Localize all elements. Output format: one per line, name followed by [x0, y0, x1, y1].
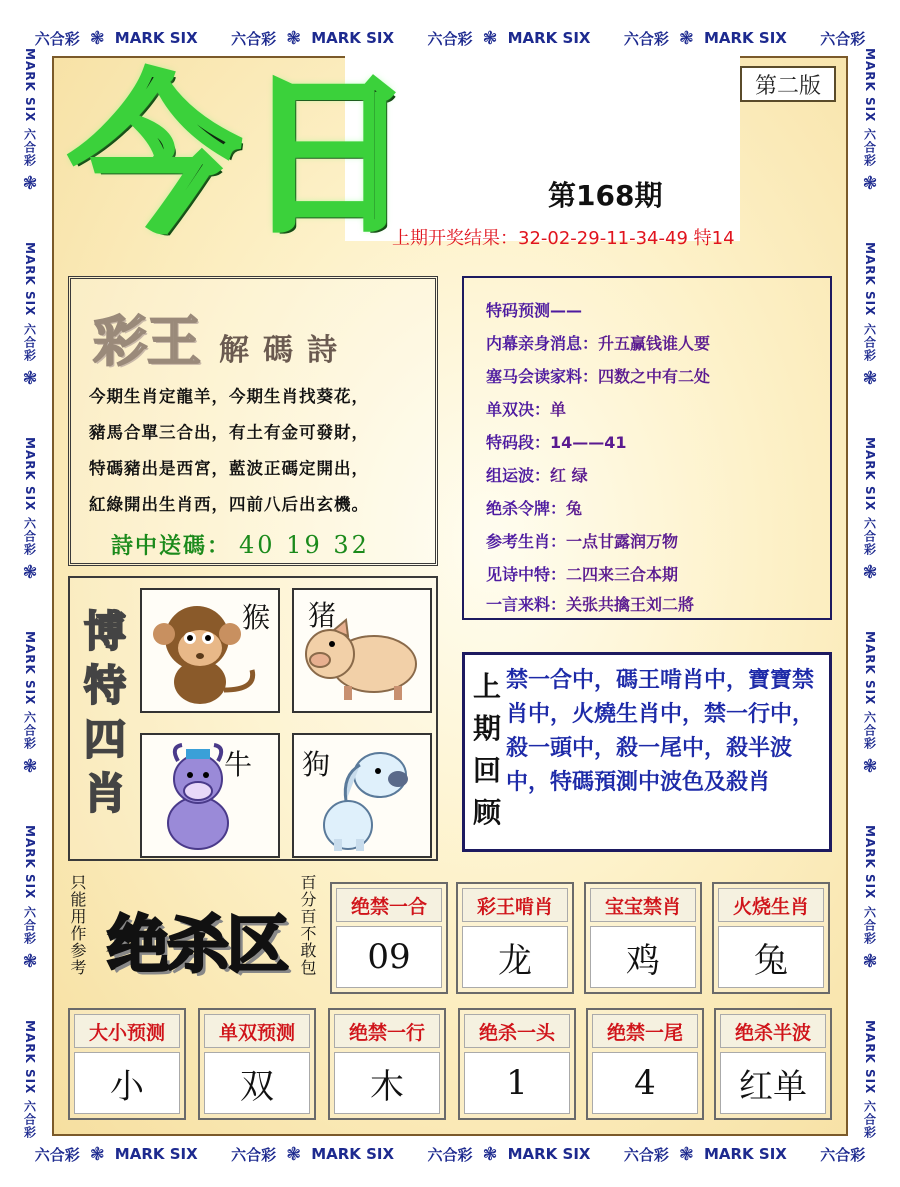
brand-cn: 六合彩	[862, 711, 877, 751]
zodiac-cell-dog	[292, 733, 432, 858]
flower-icon: ❃	[862, 561, 878, 583]
brand-cn: 六合彩	[623, 1145, 669, 1164]
kill-cell: 单双预测 双	[198, 1008, 316, 1120]
right-border-strip	[854, 24, 886, 1163]
brand-en: MARK SIX	[23, 436, 37, 511]
flower-icon: ❃	[862, 756, 878, 778]
forecast-row: 见诗中特：二四来三合本期	[486, 565, 679, 584]
kill-cell: 绝杀一头 1	[458, 1008, 576, 1120]
zodiac-cell-pig	[292, 588, 432, 713]
brand-en: MARK SIX	[23, 825, 37, 900]
flower-icon: ❃	[482, 27, 498, 49]
zodiac-name: 猪	[308, 599, 337, 632]
poem-heading-sub: 解碼詩	[219, 333, 351, 368]
four-zodiac-label: 博 特 四 肖	[84, 607, 127, 818]
brand-cn: 六合彩	[862, 516, 877, 556]
zodiac-cell-ox	[140, 733, 280, 858]
poem-heading	[93, 299, 351, 376]
zodiac-cell-monkey	[140, 588, 280, 713]
flower-icon: ❃	[22, 561, 38, 583]
brand-en: MARK SIX	[114, 29, 198, 47]
brand-cn: 六合彩	[34, 1145, 80, 1164]
brand-en: MARK SIX	[23, 630, 37, 706]
kill-cell: 彩王啃肖 龙	[456, 882, 574, 994]
brand-cn: 六合彩	[427, 1145, 473, 1164]
bottom-border-strip	[18, 1140, 882, 1168]
brand-cn: 六合彩	[22, 905, 37, 945]
brand-cn: 六合彩	[862, 322, 877, 362]
brand-en: MARK SIX	[863, 436, 877, 511]
forecast-row: 特码预测——	[486, 301, 583, 320]
ox-icon	[142, 735, 278, 856]
poem-gift-numbers	[111, 529, 370, 560]
brand-en: MARK SIX	[863, 825, 877, 900]
flower-icon: ❃	[286, 1143, 302, 1165]
poem-line: 紅綠開出生肖西，四前八后出玄機。	[89, 495, 369, 514]
flower-icon: ❃	[678, 27, 694, 49]
kill-cell: 宝宝禁肖 鸡	[584, 882, 702, 994]
brand-cn: 六合彩	[862, 128, 877, 168]
brand-en: MARK SIX	[23, 1019, 37, 1094]
flower-icon: ❃	[22, 367, 38, 389]
brand-en: MARK SIX	[23, 48, 37, 123]
poem-line: 豬馬合單三合出，有土有金可發財，	[89, 423, 369, 442]
flower-icon: ❃	[89, 1143, 105, 1165]
issue-number: 第168期	[548, 179, 663, 212]
flower-icon: ❃	[862, 950, 878, 972]
forecast-row: 组运波：红 绿	[486, 466, 588, 485]
brand-en: MARK SIX	[863, 48, 877, 123]
title-char: 日	[244, 56, 415, 256]
poem-box	[68, 276, 438, 566]
brand-en: MARK SIX	[507, 1145, 591, 1163]
flower-icon: ❃	[22, 950, 38, 972]
brand-cn: 六合彩	[862, 905, 877, 945]
poem-heading-main: 彩王	[93, 309, 201, 373]
poem-gift-values: 40 19 32	[239, 531, 370, 559]
brand-en: MARK SIX	[703, 1145, 787, 1163]
forecast-row: 单双决：单	[486, 400, 567, 419]
brand-en: MARK SIX	[311, 29, 395, 47]
forecast-row: 参考生肖：一点甘露润万物	[486, 532, 679, 551]
flower-icon: ❃	[89, 27, 105, 49]
brand-cn: 六合彩	[22, 516, 37, 556]
kill-cell: 绝禁一行 木	[328, 1008, 446, 1120]
brand-cn: 六合彩	[22, 711, 37, 751]
poem-gift-label: 詩中送碼：	[111, 534, 232, 559]
edition-badge: 第二版	[740, 66, 836, 102]
brand-cn: 六合彩	[427, 29, 473, 48]
recap-text: 禁一合中，碼王啃肖中，寶寶禁肖中，火燒生肖中，禁一行中，殺一頭中，殺一尾中，殺半波中，特碼預測中波色及殺肖	[506, 668, 815, 795]
brand-cn: 六合彩	[862, 1099, 877, 1139]
page-title	[70, 56, 415, 256]
brand-en: MARK SIX	[863, 1019, 877, 1094]
kill-cell: 大小预测 小	[68, 1008, 186, 1120]
flower-icon: ❃	[22, 756, 38, 778]
zodiac-name: 牛	[223, 748, 252, 781]
kill-cell: 火烧生肖 兔	[712, 882, 830, 994]
brand-cn: 六合彩	[22, 128, 37, 168]
brand-en: MARK SIX	[507, 29, 591, 47]
flower-icon: ❃	[286, 27, 302, 49]
kill-zone-title: 绝杀区	[106, 907, 287, 981]
poem-lines	[89, 379, 429, 523]
brand-en: MARK SIX	[863, 630, 877, 706]
brand-cn: 六合彩	[231, 29, 277, 48]
recap-title: 上 期 回 顾	[472, 670, 501, 829]
forecast-row: 塞马会读家料：四数之中有二处	[486, 367, 711, 386]
brand-en: MARK SIX	[23, 242, 37, 317]
brand-en: MARK SIX	[863, 242, 877, 317]
brand-cn: 六合彩	[22, 1099, 37, 1139]
special-forecast-box	[462, 276, 832, 620]
forecast-row: 绝杀令牌：兔	[486, 499, 583, 518]
note-no-guarantee: 百分百不敢包	[298, 874, 317, 976]
poem-line: 今期生肖定龍羊，今期生肖找葵花，	[89, 387, 369, 406]
poem-line: 特碼豬出是西宮，藍波正碼定開出，	[89, 459, 369, 478]
zodiac-name: 狗	[302, 748, 331, 781]
kill-cell: 绝禁一合 09	[330, 882, 448, 994]
brand-en: MARK SIX	[703, 29, 787, 47]
forecast-row: 特码段：14——41	[486, 433, 627, 452]
brand-cn: 六合彩	[623, 29, 669, 48]
note-reference-only: 只能用作参考	[68, 874, 87, 976]
zodiac-name: 猴	[241, 601, 270, 634]
flower-icon: ❃	[22, 173, 38, 195]
flower-icon: ❃	[862, 173, 878, 195]
brand-cn: 六合彩	[820, 1145, 866, 1164]
title-char: 今	[70, 56, 241, 256]
brand-cn: 六合彩	[34, 29, 80, 48]
kill-cell: 绝杀半波 红单	[714, 1008, 832, 1120]
brand-cn: 六合彩	[22, 322, 37, 362]
forecast-row: 一言来料：关张共擒王刘二將	[486, 595, 695, 614]
flower-icon: ❃	[678, 1143, 694, 1165]
flower-icon: ❃	[862, 367, 878, 389]
brand-en: MARK SIX	[311, 1145, 395, 1163]
forecast-row: 内幕亲身消息：升五赢钱谁人要	[486, 334, 711, 353]
flower-icon: ❃	[482, 1143, 498, 1165]
top-border-strip	[18, 24, 882, 52]
left-border-strip	[14, 24, 46, 1163]
brand-cn: 六合彩	[231, 1145, 277, 1164]
brand-en: MARK SIX	[114, 1145, 198, 1163]
kill-cell: 绝禁一尾 4	[586, 1008, 704, 1120]
last-draw-result: 上期开奖结果：32-02-29-11-34-49 特14	[392, 228, 735, 249]
brand-cn: 六合彩	[820, 29, 866, 48]
